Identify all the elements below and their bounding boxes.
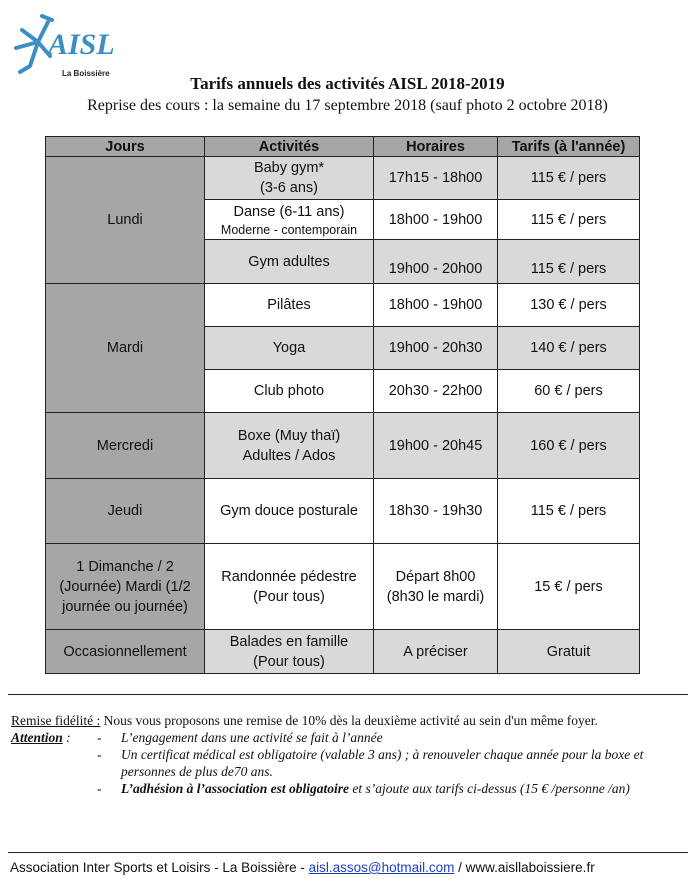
activity-cell: Gym adultes [205,240,374,284]
price-cell: 115 € / pers [498,240,640,284]
logo-letters: AISL [48,28,115,61]
day-cell-mercredi: Mercredi [46,413,205,479]
activity-name: Balades en famille [229,633,349,650]
day-cell-lundi: Lundi [46,157,205,284]
activity-cell: Yoga [205,327,374,370]
activity-name: Danse (6-11 ans) [233,203,345,220]
attention-list [97,729,676,797]
activity-cell: Pilâtes [205,284,374,327]
price-cell: 60 € / pers [498,370,640,413]
table-row [46,157,640,200]
table-row [46,630,640,674]
activity-cell: Gym douce posturale [205,479,374,544]
remise-text: Nous vous proposons une remise de 10% dès la deuxième activité au sein d'un même foyer. [100,713,598,728]
attention-block [11,729,676,797]
remise-label: Remise fidélité : [11,713,101,728]
price-cell: 15 € / pers [498,544,640,630]
table-row [46,544,640,630]
activity-detail: Adultes / Ados [242,447,336,464]
price-cell: 115 € / pers [498,479,640,544]
footer-site: / www.aisllaboissiere.fr [454,860,595,875]
price-cell: 115 € / pers [498,200,640,240]
col-header-jours: Jours [46,137,205,157]
item-bold-text: L’adhésion à l’association est obligatoire [121,781,350,796]
list-item [97,780,676,797]
col-header-tarifs: Tarifs (à l'année) [498,137,640,157]
footer-divider [8,852,688,853]
list-item [97,746,676,780]
price-cell: 115 € / pers [498,157,640,200]
attention-label: Attention [11,730,63,745]
hours-cell [374,544,498,630]
table-row [46,479,640,544]
price-cell: 140 € / pers [498,327,640,370]
hours-cell: 20h30 - 22h00 [374,370,498,413]
activity-cell [205,200,374,240]
divider [8,694,688,695]
item-tail-text: et s’ajoute aux tarifs ci-dessus (15 € /personne /an) [349,781,630,796]
price-cell: 130 € / pers [498,284,640,327]
footer [10,860,595,875]
col-header-horaires: Horaires [374,137,498,157]
table-row [46,284,640,327]
price-cell: Gratuit [498,630,640,674]
list-dash: - [97,730,102,745]
hours-cell: 19h00 - 20h30 [374,327,498,370]
hours-cell: 18h30 - 19h30 [374,479,498,544]
email-link[interactable]: aisl.assos@hotmail.com [308,860,455,875]
activity-detail: Moderne - contemporain [220,222,358,237]
hours-main: Départ 8h00 [395,568,476,585]
table-row [46,413,640,479]
list-dash: - [97,781,102,796]
logo-caption: La Boissière [62,69,110,78]
col-header-activites: Activités [205,137,374,157]
list-dash: - [97,747,102,762]
list-item [97,729,676,746]
activity-name: Randonnée pédestre [221,568,357,585]
item-text: L’engagement dans une activité se fait à l’année [121,730,383,745]
activity-cell [205,544,374,630]
day-cell-jeudi: Jeudi [46,479,205,544]
hours-detail: (8h30 le mardi) [386,588,485,605]
day-cell-occasion: Occasionnellement [46,630,205,674]
attention-label-wrap [11,729,97,797]
item-text [121,780,630,797]
footer-org: Association Inter Sports et Loisirs - La Boissière - [10,860,309,875]
day-cell-dimanche: 1 Dimanche / 2 (Journée) Mardi (1/2 journée ou journée) [46,544,205,630]
page-subtitle: Reprise des cours : la semaine du 17 septembre 2018 (sauf photo 2 octobre 2018) [87,97,608,114]
notes-section [11,712,676,797]
activity-cell [205,630,374,674]
activity-name: Baby gym* [253,160,325,176]
activity-cell: Club photo [205,370,374,413]
activity-name: Boxe (Muy thaï) [237,427,341,444]
hours-cell: 18h00 - 19h00 [374,284,498,327]
activity-detail: (3-6 ans) [259,180,319,196]
hours-cell: A préciser [374,630,498,674]
activity-cell [205,413,374,479]
activity-cell [205,157,374,200]
attention-colon: : [62,730,71,745]
price-cell: 160 € / pers [498,413,640,479]
page-title: Tarifs annuels des activités AISL 2018-2019 [190,74,505,93]
remise-paragraph [11,712,676,729]
day-cell-mardi: Mardi [46,284,205,413]
hours-cell: 19h00 - 20h45 [374,413,498,479]
item-text: Un certificat médical est obligatoire (valable 3 ans) ; à renouveler chaque année pour la boxe et personnes de plus de70 ans. [121,747,644,779]
activity-detail: (Pour tous) [253,653,325,670]
tarifs-table [45,136,640,674]
activity-detail: (Pour tous) [253,588,325,605]
hours-cell: 17h15 - 18h00 [374,157,498,200]
hours-cell: 19h00 - 20h00 [374,240,498,284]
hours-cell: 18h00 - 19h00 [374,200,498,240]
table-header-row [46,137,640,157]
